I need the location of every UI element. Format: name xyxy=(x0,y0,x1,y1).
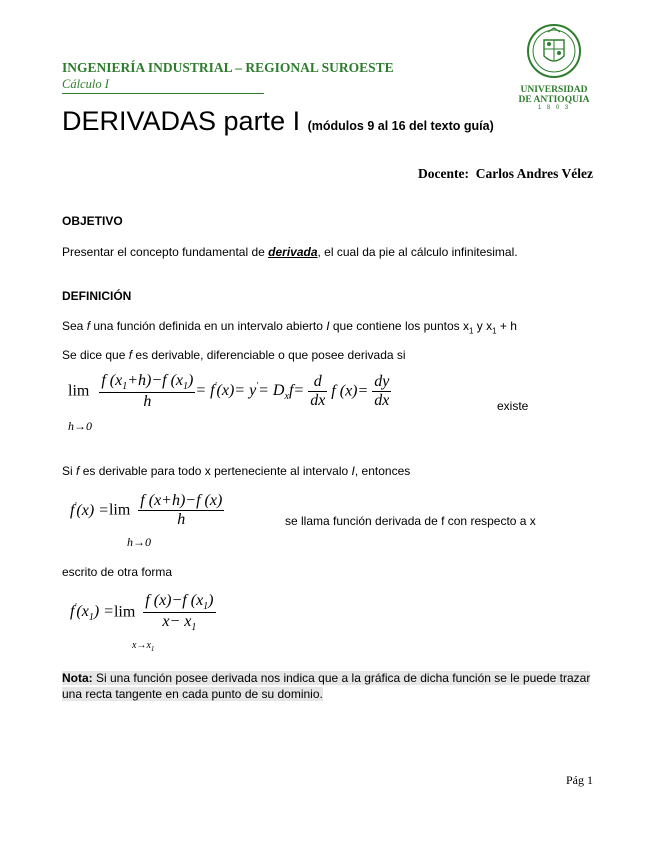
limit-subscript-1: h→0 xyxy=(68,419,92,433)
derivative-function-description: se llama función derivada de f con respecto a x xyxy=(285,514,536,528)
instructor-label: Docente: xyxy=(418,166,469,181)
objective-text-post: , el cual da pie al cálculo infinitesimal. xyxy=(317,245,518,259)
title-subtitle: (módulos 9 al 16 del texto guía) xyxy=(307,119,494,133)
definition-line-2: Se dice que f es derivable, diferenciable o que posee derivada si xyxy=(62,348,406,362)
logo-year: 1 8 0 3 xyxy=(537,105,571,111)
definition-line-1: Sea f una función definida en un intervalo abierto I que contiene los puntos $x_1$ y $x_1 + h$ xyxy=(62,319,517,336)
instructor-name: Carlos Andres Vélez xyxy=(475,166,593,181)
logo-line-2: DE ANTIOQUIA xyxy=(518,95,590,105)
page-number: Pág 1 xyxy=(566,773,593,787)
instructor-line xyxy=(418,166,593,182)
limit-subscript-2: h→0 xyxy=(127,535,151,549)
objective-term: derivada xyxy=(268,245,318,259)
title-main: DERIVADAS parte I xyxy=(62,106,301,136)
course-name: Cálculo I xyxy=(62,77,264,94)
derivative-function-equation: f'(x) =lim $\frac{f (x+h)-f (x)}{h}$ xyxy=(70,492,223,528)
definition-heading: DEFINICIÓN xyxy=(62,289,132,303)
derivative-definition-equation: lim $\frac{f (x_1+h)-f (x_1)}{h}$ = $f'(x)= y'= D_xf=$ $\frac{d}{dx}$ f (x)= $\frac{dy}{dx}$ xyxy=(68,372,390,411)
note-paragraph xyxy=(62,670,594,702)
definition-line-3: Si f es derivable para todo x perteneciente al intervalo I, entonces xyxy=(62,464,411,478)
objective-heading: OBJETIVO xyxy=(62,214,123,228)
university-logo xyxy=(514,22,594,111)
alternative-derivative-equation: $f'(x_1) =\lim$ $\frac{f (x)-f (x_1)}{x- x_1}$ xyxy=(70,592,214,634)
limit-subscript-3: $x\to x_1$ xyxy=(132,640,155,653)
objective-text-pre: Presentar el concepto fundamental de xyxy=(62,245,269,259)
institution-header: INGENIERÍA INDUSTRIAL – REGIONAL SUROESTE xyxy=(62,60,394,75)
university-seal-icon xyxy=(526,22,582,80)
note-label: Nota: xyxy=(62,671,93,685)
objective-text xyxy=(62,245,518,259)
document-title xyxy=(62,106,494,137)
alternative-form-label: escrito de otra forma xyxy=(62,565,173,579)
logo-line-1: UNIVERSIDAD xyxy=(520,85,588,95)
exists-label: existe xyxy=(497,399,529,413)
note-text: Si una función posee derivada nos indica que a la gráfica de dicha función se le puede trazar una recta tangente en cada punto de su dominio. xyxy=(62,671,591,701)
